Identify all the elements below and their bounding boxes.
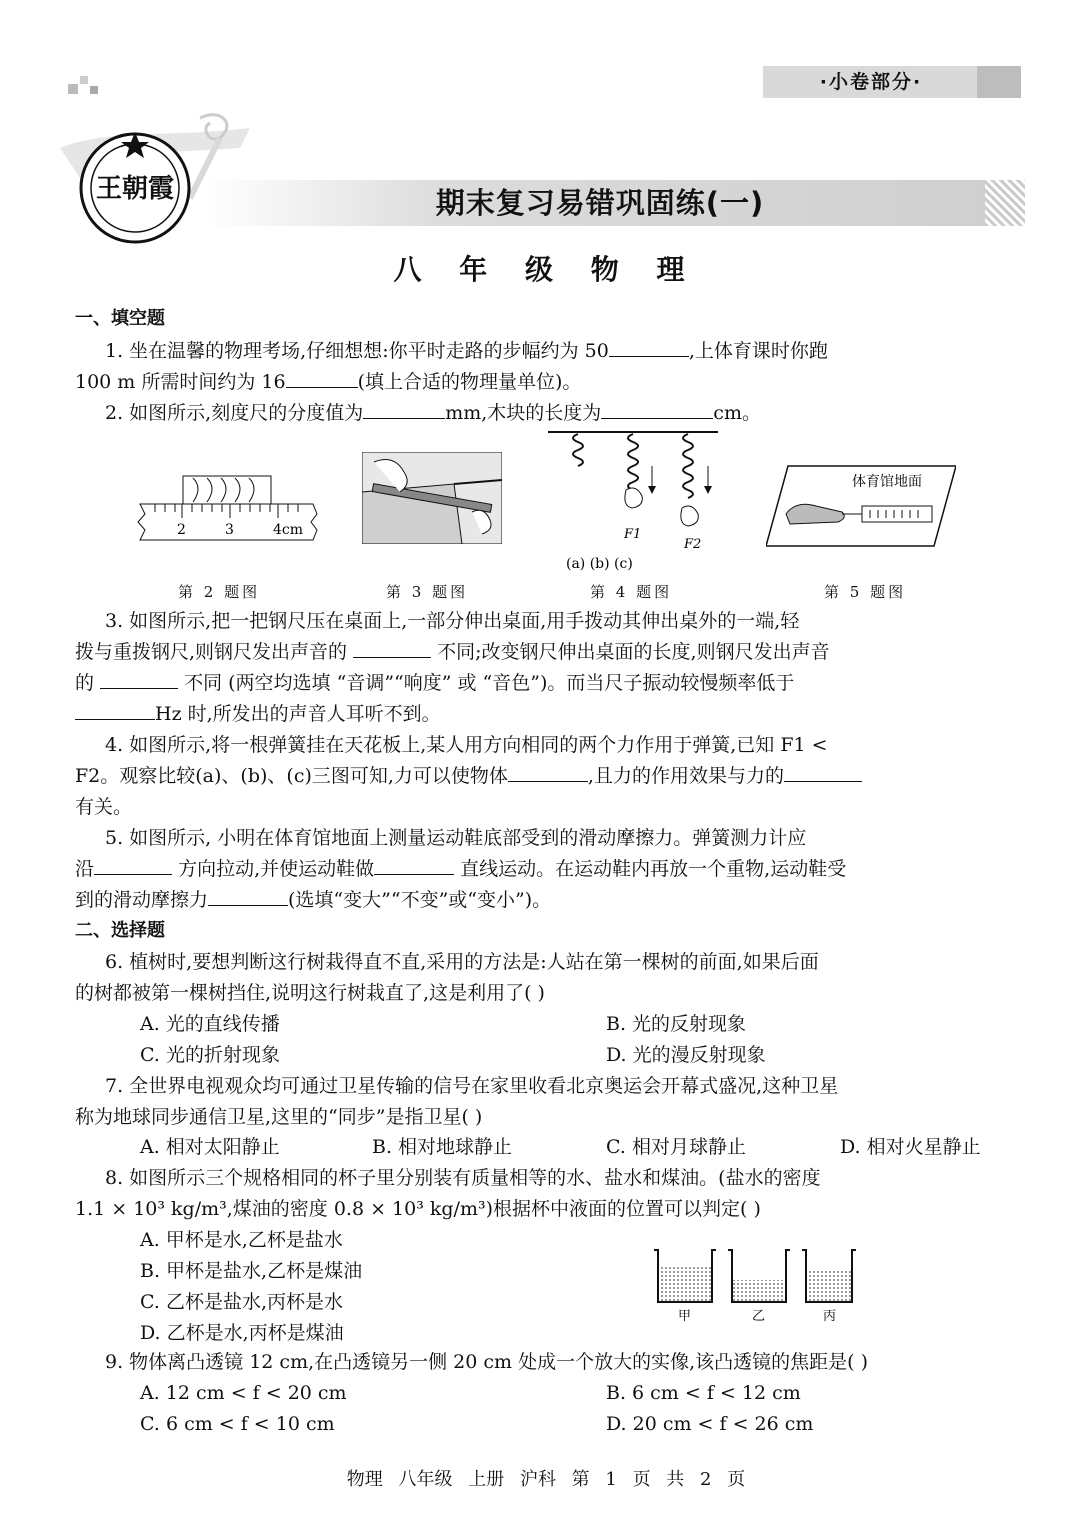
figure-5-caption: 第 5 题图 [824,583,907,601]
q6-option-d: D. 光的漫反射现象 [606,1044,766,1066]
q7-line2: 称为地球同步通信卫星,这里的“同步”是指卫星( ) [75,1106,483,1128]
section-tag-label: ·小卷部分· [819,71,923,93]
cup-label-yi: 乙 [752,1309,766,1324]
q5-line1: 5. 如图所示, 小明在体育馆地面上测量运动鞋底部受到的滑动摩擦力。弹簧测力计应 [105,827,807,849]
force-f1-label: F1 [624,527,642,542]
q7-option-a: A. 相对太阳静止 [140,1136,280,1158]
q4-line1: 4. 如图所示,将一根弹簧挂在天花板上,某人用方向相同的两个力作用于弹簧,已知 F1 < [105,734,828,756]
q9-option-a: A. 12 cm < f < 20 cm [140,1382,347,1404]
q6-option-b: B. 光的反射现象 [606,1013,747,1035]
q3-line1: 3. 如图所示,把一把钢尺压在桌面上,一部分伸出桌面,用手拨动其伸出桌外的一端,轻 [105,610,800,632]
q5-line3: 到的滑动摩擦力 (选填“变大”“不变”或“变小”)。 [75,889,552,911]
figure-4-springs [548,430,718,574]
q4-line3: 有关。 [75,796,133,818]
q9-option-b: B. 6 cm < f < 12 cm [606,1382,801,1404]
figure-2-caption: 第 2 题图 [178,583,261,601]
logo-seal [75,128,195,248]
figure-4-caption: 第 4 题图 [590,583,673,601]
q9-option-d: D. 20 cm < f < 26 cm [606,1413,814,1435]
q8-option-a: A. 甲杯是水,乙杯是盐水 [140,1229,343,1251]
q9-option-c: C. 6 cm < f < 10 cm [140,1413,335,1435]
q8-line1: 8. 如图所示三个规格相同的杯子里分别装有质量相等的水、盐水和煤油。(盐水的密度 [105,1167,821,1189]
figure-2-ruler [135,468,320,548]
q7-option-c: C. 相对月球静止 [606,1136,746,1158]
cup-label-jia: 甲 [678,1309,692,1324]
q8-option-d: D. 乙杯是水,丙杯是煤油 [140,1322,344,1344]
figure-8-cups [648,1246,860,1326]
q7-option-b: B. 相对地球静止 [372,1136,513,1158]
q6-option-c: C. 光的折射现象 [140,1044,280,1066]
q1-line2: 100 m 所需时间约为 16 (填上合适的物理量单位)。 [75,371,582,393]
q4-line2: F2。观察比较(a)、(b)、(c)三图可知,力可以使物体 ,且力的作用效果与力的 [75,763,1025,789]
gym-floor-label: 体育馆地面 [852,474,922,490]
q3-line2: 拨与重拨钢尺,则钢尺发出声音的 不同;改变钢尺伸出桌面的长度,则钢尺发出声音 [75,641,830,663]
figure-3-caption: 第 3 题图 [386,583,469,601]
page-subtitle: 八 年 级 物 理 [393,253,699,286]
q8-option-b: B. 甲杯是盐水,乙杯是煤油 [140,1260,363,1282]
q7-line1: 7. 全世界电视观众均可通过卫星传输的信号在家里收看北京奥运会开幕式盛况,这种卫星 [105,1075,839,1097]
cup-label-bing: 丙 [823,1309,837,1324]
q1-line1: 1. 坐在温馨的物理考场,仔细想想:你平时走路的步幅约为 50 ,上体育课时你跑 [105,340,828,362]
section-choice-heading: 二、选择题 [75,920,165,941]
q3-line3: 的 不同 (两空均选填 “音调”“响度” 或 “音色”)。而当尺子振动较慢频率低于 [75,672,795,694]
ruler-tick-2: 2 [177,522,186,538]
page-footer: 物理 八年级 上册 沪科 第 1 页 共 2 页 [346,1469,746,1490]
q7-option-d: D. 相对火星静止 [840,1136,981,1158]
force-f2-label: F2 [684,537,702,552]
ruler-tick-3: 3 [225,522,234,538]
q9-line1: 9. 物体离凸透镜 12 cm,在凸透镜另一侧 20 cm 处成一个放大的实像,该凸透镜的焦距是( ) [105,1351,868,1373]
q5-line2: 沿 方向拉动,并使运动鞋做 直线运动。在运动鞋内再放一个重物,运动鞋受 [75,858,847,880]
ruler-tick-4cm: 4cm [273,522,304,538]
q8-option-c: C. 乙杯是盐水,丙杯是水 [140,1291,343,1313]
q8-line2: 1.1 × 10³ kg/m³,煤油的密度 0.8 × 10³ kg/m³)根据杯中液面的位置可以判定( ) [75,1198,761,1220]
q2-line: 2. 如图所示,刻度尺的分度值为 mm,木块的长度为 cm。 [105,402,761,424]
q3-line4: Hz 时,所发出的声音人耳听不到。 [75,701,1025,727]
logo-text: 王朝霞 [95,174,174,204]
figure-3-steel-ruler [362,452,502,544]
q6-line2: 的树都被第一棵树挡住,说明这行树栽直了,这是利用了( ) [75,982,545,1004]
q6-option-a: A. 光的直线传播 [140,1013,280,1035]
section-fill-heading: 一、填空题 [75,308,165,329]
figure-5-gym-floor [766,462,956,548]
section-tag [763,66,1021,98]
corner-decoration [68,72,102,98]
page-title: 期末复习易错巩固练(一) [435,186,765,220]
q6-line1: 6. 植树时,要想判断这行树栽得直不直,采用的方法是:人站在第一棵树的前面,如果后面 [105,951,819,973]
spring-panel-labels: (a) (b) (c) [566,556,633,572]
